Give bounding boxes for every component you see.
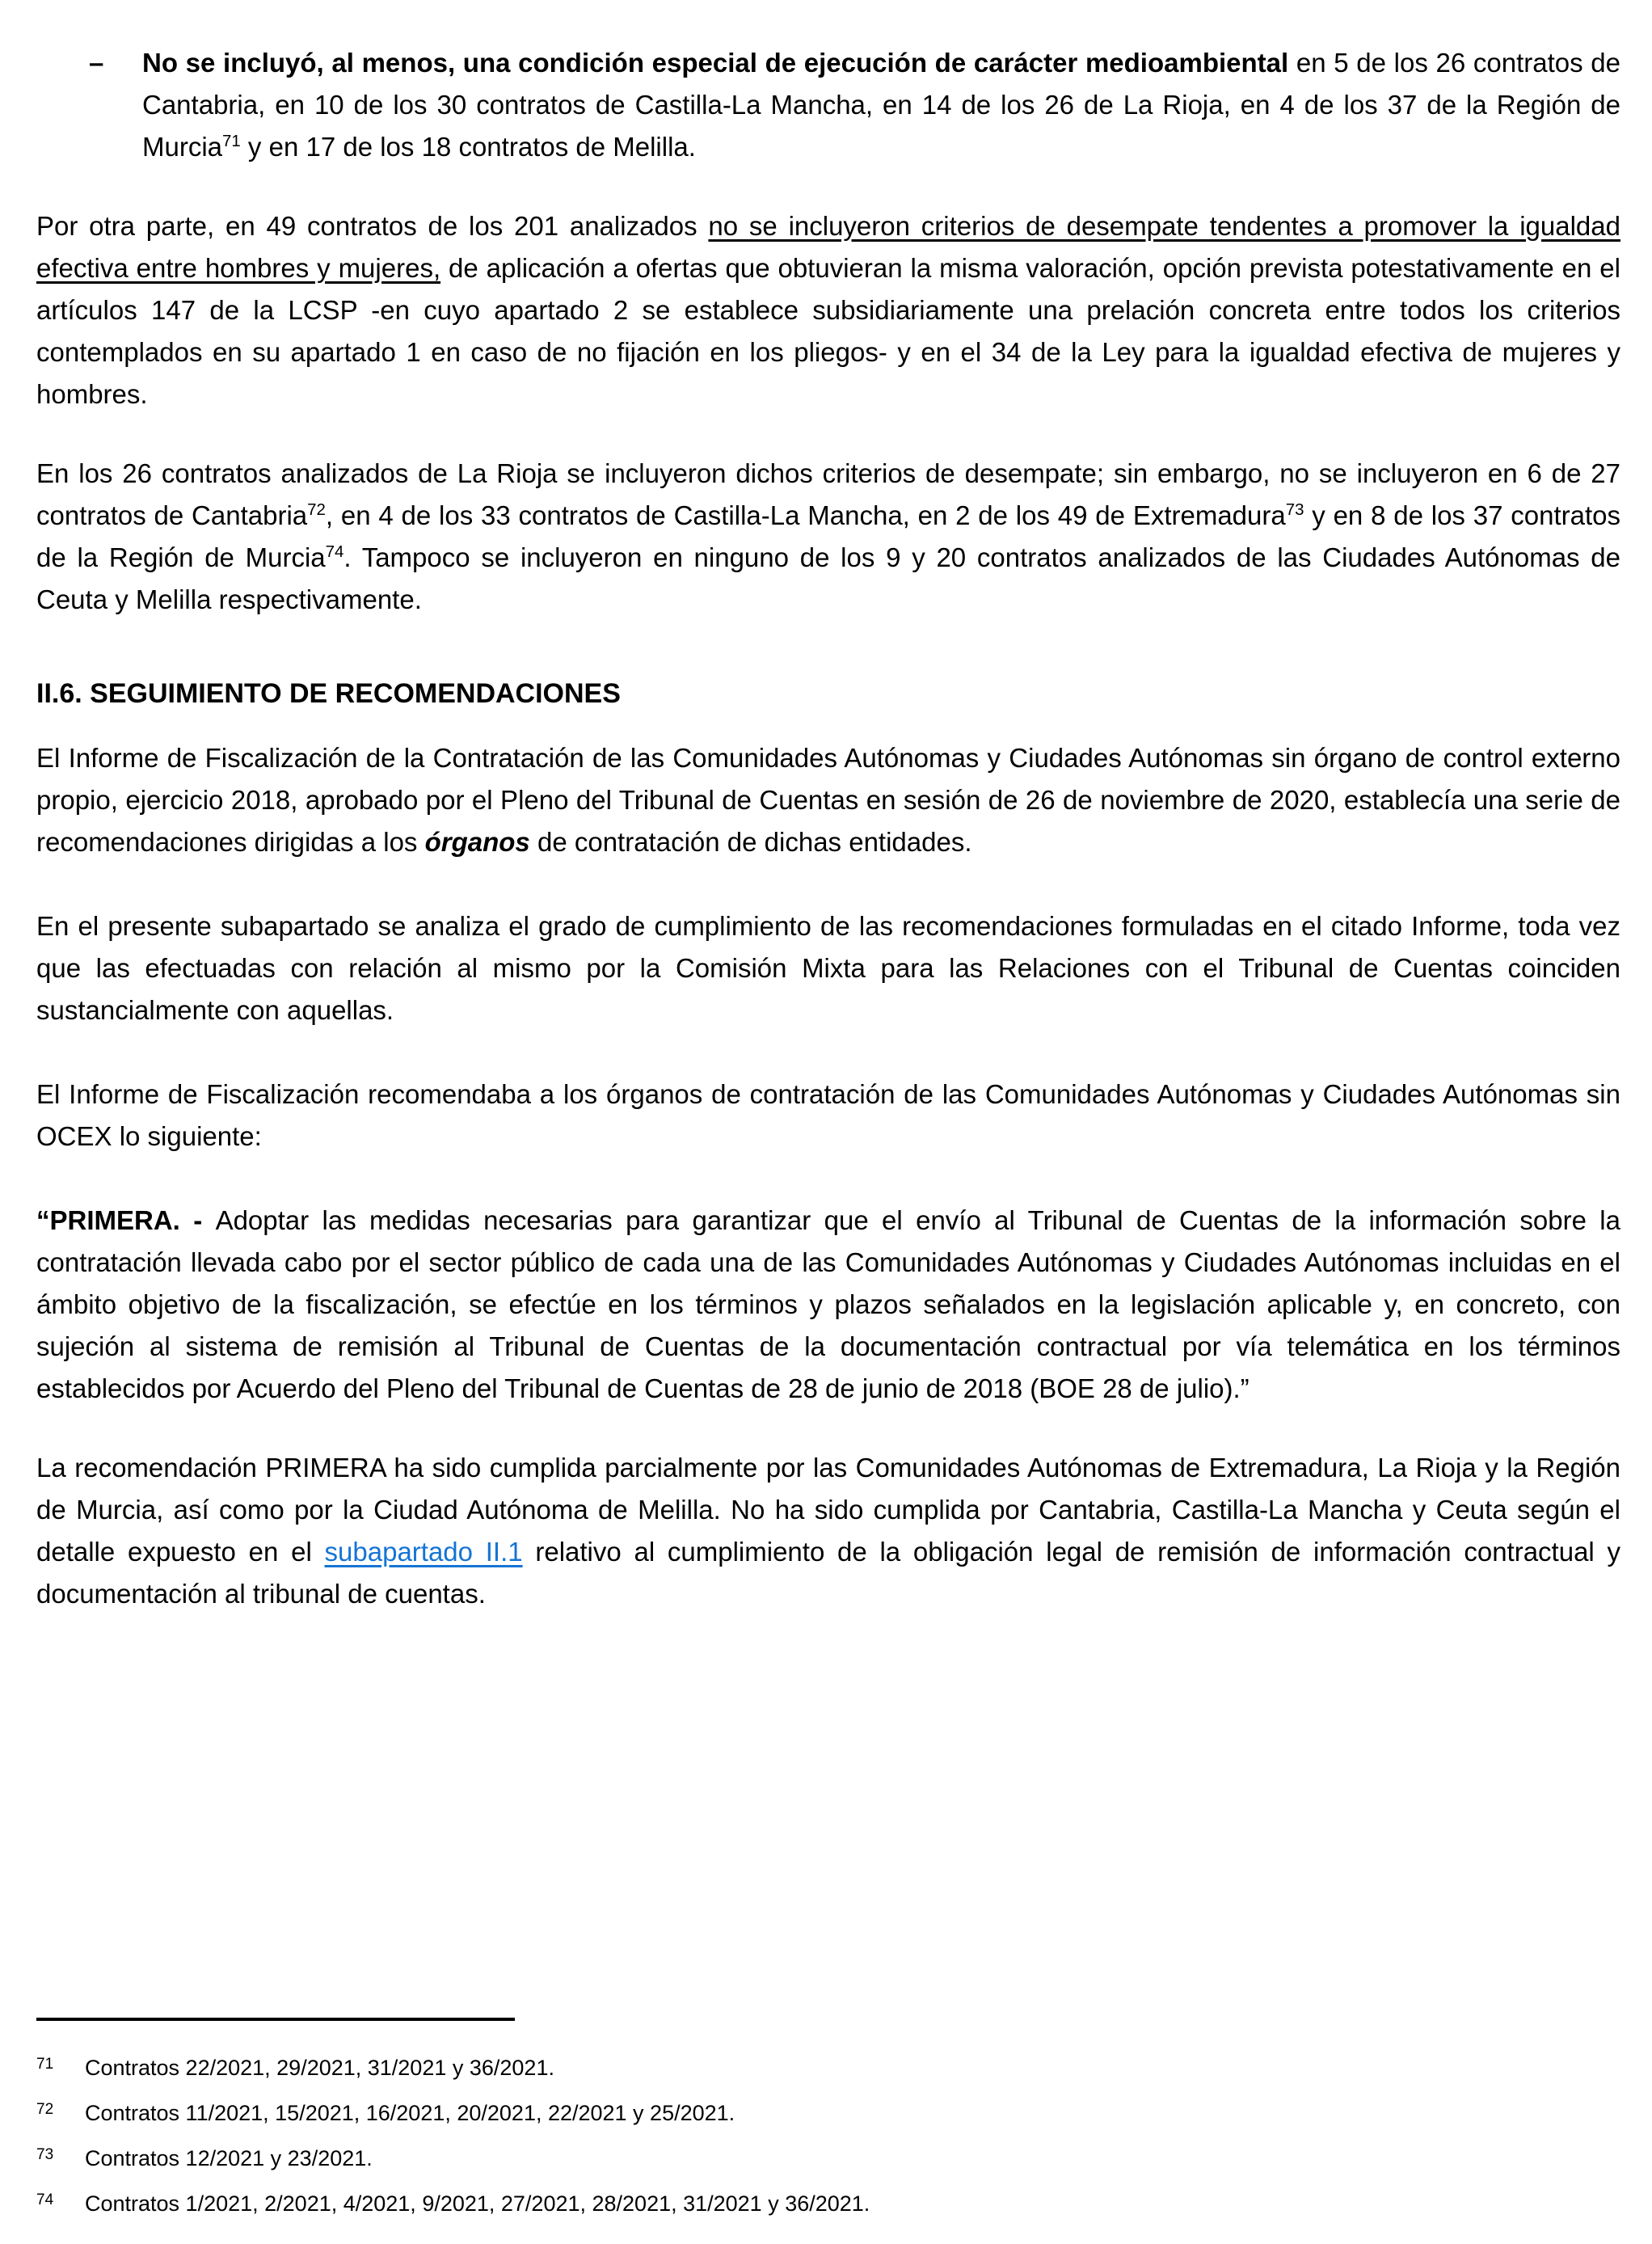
footnote-72 xyxy=(36,2095,1620,2131)
footnote-separator-rule xyxy=(36,2018,515,2021)
paragraph-informe-fiscalizacion-2018 xyxy=(36,737,1620,863)
paragraph-medioambiental-bullet xyxy=(36,42,1620,168)
footnote-text-73: Contratos 12/2021 y 23/2021. xyxy=(85,2146,373,2170)
text-run: de contratación de dichas entidades. xyxy=(529,827,972,858)
footnote-ref-71: 71 xyxy=(222,132,241,150)
footnote-ref-73: 73 xyxy=(1285,500,1304,519)
paragraph-cumplimiento-primera xyxy=(36,1447,1620,1615)
footnote-text-74: Contratos 1/2021, 2/2021, 4/2021, 9/2021, 27/2021, 28/2021, 31/2021 y 36/2021. xyxy=(85,2191,870,2216)
footnote-number-74: 74 xyxy=(36,2191,54,2208)
text-run: Adoptar las medidas necesarias para garantizar que el envío al Tribunal de Cuentas de la información sobre la contratación llevada cabo por el sector público de cada una de las Comunidades Autónomas y Ciudades Autónomas incluidas en el ámbito objetivo de la fiscalización, se efectúe en los términos y plazos señalados en la legislación aplicable y, en concreto, con sujeción al sistema de remisión al Tribunal de Cuentas de la documentación contractual por vía telemática en los términos establecidos por Acuerdo del Pleno del Tribunal de Cuentas de 28 de junio de 2018 (BOE 28 de julio).” xyxy=(36,1205,1620,1404)
link-subapartado-ii1[interactable]: subapartado II.1 xyxy=(324,1537,523,1567)
text-run: en 5 de los 26 contratos de Cantabria, en 10 de los 30 contratos de Castilla-La Mancha, en 14 de los 26 de La Rioja, en 4 de los 37 de la Región de Murcia xyxy=(142,48,1621,162)
text-run: En los 26 contratos analizados de La Rioja se incluyeron dichos criterios de desempate; sin embargo, no se incluyeron en 6 de 27 contratos de Cantabria xyxy=(36,458,1620,530)
bullet-dash-marker: – xyxy=(89,48,104,78)
footnote-74 xyxy=(36,2186,1620,2221)
text-run: y en 8 de los 37 contratos de la Región de Murcia xyxy=(36,500,1620,572)
paragraph-recomendacion-primera-quote xyxy=(36,1200,1620,1410)
paragraph-criterios-desempate xyxy=(36,205,1620,415)
text-run: El Informe de Fiscalización recomendaba a los órganos de contratación de las Comunidades Autónomas y Ciudades Autónomas sin OCEX lo siguiente: xyxy=(36,1079,1620,1152)
footnote-ref-72: 72 xyxy=(307,500,326,519)
text-run: relativo al cumplimiento de la obligación legal de remisión de información contractual y documentación al tribunal de cuentas. xyxy=(36,1537,1620,1609)
text-run: La recomendación PRIMERA ha sido cumplida parcialmente por las Comunidades Autónomas de Extremadura, La Rioja y la Región de Murcia, así como por la Ciudad Autónoma de Melilla. No ha sido cumplida por Cantabria, Castilla-La Mancha y Ceuta según el detalle expuesto en el xyxy=(36,1453,1620,1567)
text-run: Por otra parte, en 49 contratos de los 201 analizados xyxy=(36,211,709,241)
text-run: No se incluyó, al menos, una condición especial de ejecución de carácter medioambiental xyxy=(142,48,1289,78)
section-heading-ii6: II.6. SEGUIMIENTO DE RECOMENDACIONES xyxy=(36,678,621,709)
text-run: órganos xyxy=(424,827,530,858)
paragraph-presente-subapartado xyxy=(36,905,1620,1031)
paragraph-informe-recomendaba xyxy=(36,1073,1620,1158)
footnote-71 xyxy=(36,2050,1620,2086)
text-run: “PRIMERA. - xyxy=(36,1205,216,1236)
text-run: En el presente subapartado se analiza el grado de cumplimiento de las recomendaciones formuladas en el citado Informe, toda vez que las efectuadas con relación al mismo por la Comisión Mixta para las Relaciones con el Tribunal de Cuentas coinciden sustancialmente con aquellas. xyxy=(36,911,1620,1026)
text-run: El Informe de Fiscalización de la Contratación de las Comunidades Autónomas y Ciudades Autónomas sin órgano de control externo propio, ejercicio 2018, aprobado por el Pleno del Tribunal de Cuentas en sesión de 26 de noviembre de 2020, establecía una serie de recomendaciones dirigidas a los xyxy=(36,743,1620,858)
footnote-number-72: 72 xyxy=(36,2101,54,2118)
text-run: y en 17 de los 18 contratos de Melilla. xyxy=(240,132,696,162)
footnotes-section xyxy=(36,2018,1620,2231)
text-run: . Tampoco se incluyeron en ninguno de los 9 y 20 contratos analizados de las Ciudades Autónomas de Ceuta y Melilla respectivamente. xyxy=(36,542,1620,614)
footnote-number-71: 71 xyxy=(36,2056,54,2073)
text-run: , en 4 de los 33 contratos de Castilla-La Mancha, en 2 de los 49 de Extremadura xyxy=(325,500,1286,530)
footnote-73 xyxy=(36,2141,1620,2176)
text-run: no se incluyeron criterios de desempate tendentes a promover la igualdad efectiva entre hombres y mujeres, xyxy=(36,211,1620,283)
footnote-number-73: 73 xyxy=(36,2146,54,2163)
footnote-ref-74: 74 xyxy=(325,542,344,561)
bullet-text xyxy=(142,48,1620,162)
footnote-text-71: Contratos 22/2021, 29/2021, 31/2021 y 36/2021. xyxy=(85,2056,554,2080)
footnote-text-72: Contratos 11/2021, 15/2021, 16/2021, 20/2021, 22/2021 y 25/2021. xyxy=(85,2101,735,2125)
text-run: de aplicación a ofertas que obtuvieran la misma valoración, opción prevista potestativamente en el artículos 147 de la LCSP -en cuyo apartado 2 se establece subsidiariamente una prelación concreta entre todos los criterios contemplados en su apartado 1 en caso de no fijación en los pliegos- y en el 34 de la Ley para la igualdad efectiva de mujeres y hombres. xyxy=(36,253,1620,409)
paragraph-la-rioja-desempate xyxy=(36,453,1620,621)
